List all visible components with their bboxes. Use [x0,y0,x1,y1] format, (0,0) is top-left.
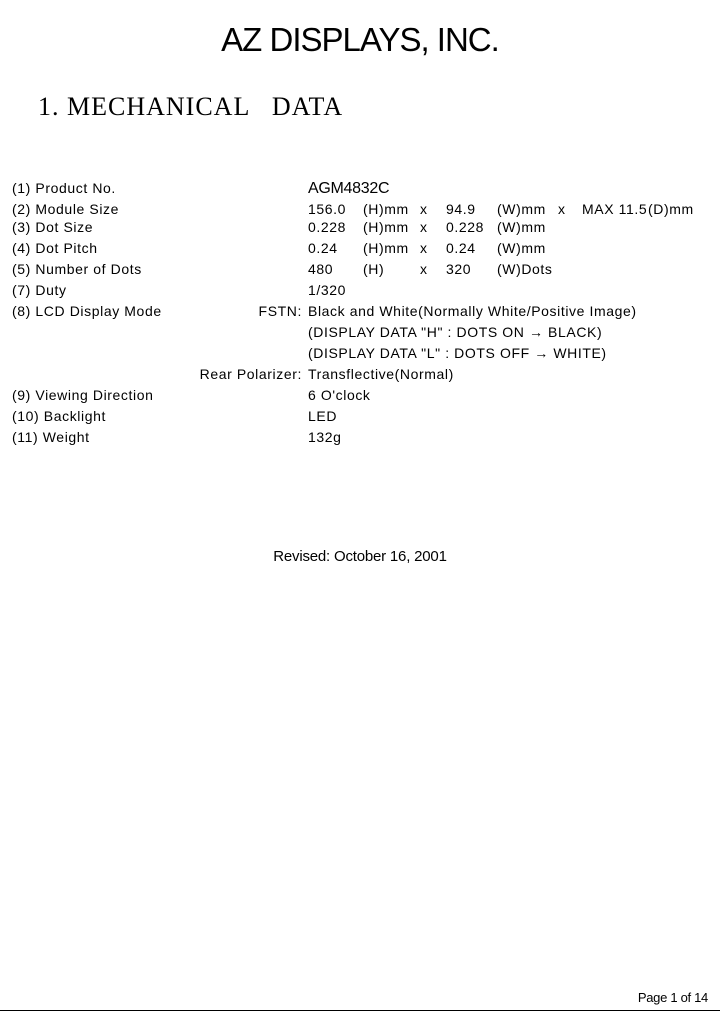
page-number: Page 1 of 14 [637,990,708,1005]
section-title: 1. MECHANICAL DATA [38,92,344,121]
footer-rule [0,1010,720,1011]
fstn-label: FSTN: [258,303,302,319]
backlight-value: LED [308,408,338,424]
dot-pitch-h: 0.24 [308,240,338,256]
backlight-label: (10) Backlight [12,408,106,424]
dot-pitch-label: (4) Dot Pitch [12,240,98,256]
rear-polarizer-label: Rear Polarizer: [199,366,302,382]
number-of-dots-label: (5) Number of Dots [12,261,142,277]
weight-value: 132g [308,429,342,445]
rear-polarizer-value: Transflective(Normal) [308,366,454,382]
dot-pitch-w-unit: (W)mm [497,240,546,256]
module-size-w: 94.9 [446,201,476,217]
module-size-d: MAX 11.5 [582,201,648,217]
dot-size-label: (3) Dot Size [12,219,94,235]
dot-pitch-h-unit: (H)mm [363,240,409,256]
lcd-display-mode-label: (8) LCD Display Mode [12,303,162,319]
number-of-dots-h: 480 [308,261,334,277]
number-of-dots-h-unit: (H) [363,261,385,277]
number-of-dots-w: 320 [446,261,472,277]
module-size-label: (2) Module Size [12,201,120,217]
module-size-x2: x [558,201,566,217]
module-size-x1: x [420,201,428,217]
dot-size-x: x [420,219,428,235]
lcd-display-mode-value: Black and White(Normally White/Positive Image) [308,303,637,319]
module-size-d-unit: (D)mm [648,201,694,217]
dot-pitch-x: x [420,240,428,256]
viewing-direction-value: 6 O'clock [308,387,371,403]
duty-value: 1/320 [308,282,347,298]
dot-size-h-unit: (H)mm [363,219,409,235]
dot-size-w-unit: (W)mm [497,219,546,235]
display-data-high: (DISPLAY DATA "H" : DOTS ON → BLACK) [308,324,603,340]
module-size-w-unit: (W)mm [497,201,546,217]
product-no-value: AGM4832C [308,180,390,197]
product-no-label: (1) Product No. [12,180,116,196]
dot-size-h: 0.228 [308,219,347,235]
dot-size-w: 0.228 [446,219,485,235]
display-data-low: (DISPLAY DATA "L" : DOTS OFF → WHITE) [308,345,607,361]
weight-label: (11) Weight [12,429,90,445]
revised-date: Revised: October 16, 2001 [273,548,447,565]
number-of-dots-x: x [420,261,428,277]
number-of-dots-w-unit: (W)Dots [497,261,553,277]
duty-label: (7) Duty [12,282,67,298]
dot-pitch-w: 0.24 [446,240,476,256]
company-name: AZ DISPLAYS, INC. [221,21,499,58]
module-size-h-unit: (H)mm [363,201,409,217]
module-size-h: 156.0 [308,201,347,217]
viewing-direction-label: (9) Viewing Direction [12,387,154,403]
